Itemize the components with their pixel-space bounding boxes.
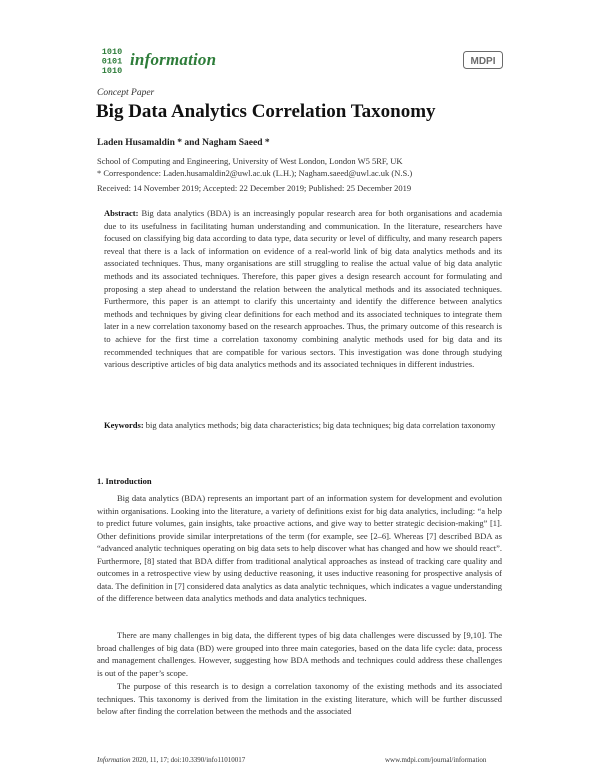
correspondence: * Correspondence: Laden.husamaldin2@uwl.ac.uk (L.H.); Nagham.saeed@uwl.ac.uk (N.S.)	[97, 168, 413, 178]
footer-url-link[interactable]: www.mdpi.com/journal/information	[385, 756, 487, 764]
abstract	[104, 207, 502, 371]
footer-citation	[97, 756, 245, 764]
footer-doi: 2020, 11, 17; doi:10.3390/info11010017	[130, 756, 246, 764]
keywords	[104, 419, 502, 432]
body-paragraph: The purpose of this research is to design a correlation taxonomy of the existing methods and its associated techniques. This taxonomy is derived from the limitation in the existing literature, which will be further discussed below after finding the correlation between the methods and the associated	[97, 681, 502, 716]
section-heading-introduction: 1. Introduction	[97, 476, 152, 486]
journal-logo-icon	[97, 45, 127, 75]
logo-row-1: 1010	[101, 47, 123, 57]
journal-name: information	[130, 50, 217, 69]
mdpi-logo-icon[interactable]	[463, 51, 503, 69]
author-list: Laden Husamaldin * and Nagham Saeed *	[97, 138, 270, 148]
body-paragraph: Big data analytics (BDA) represents an important part of an information system for development and evolution within organisations. Looking into the literature, a variety of definitions exist for big data analytics, including: “a help to predict future volumes, gain insights, take proactive actions, and give way to better strategic decision-making” [1]. Other definitions provide similar interpretations of the term (for example, see [2–6]. Whereas [7] described BDA as “advanced analytic techniques operating on big data sets to help discover what has changed and how we should react”. Furthermore, [8] stated that BDA differ from traditional analytical approaches as instead of tracking care quality and outcomes in a retrospective view by using deductive reasoning, it uses inductive reasoning for prospective analysis of data. The definition in [7] considered data analytics as data analytic techniques, which indicates a vague understanding of the difference between data analytics methods and data analytics techniques.	[97, 493, 502, 603]
abstract-label: Abstract:	[104, 208, 139, 218]
logo-row-3: 1010	[101, 66, 123, 75]
footer-journal: Information	[97, 756, 131, 764]
affiliation: School of Computing and Engineering, University of West London, London W5 5RF, UK	[97, 156, 403, 166]
body-paragraph: There are many challenges in big data, the different types of big data challenges were discussed by [9,10]. The broad challenges of big data (BD) were grouped into three main categories, based on the data life cycle: data, process and management challenges. However, suggesting how BDA methods and techniques could address these challenges is out of the paper’s scope.	[97, 630, 502, 678]
paper-title: Big Data Analytics Correlation Taxonomy	[96, 101, 436, 122]
logo-row-2: 0101	[101, 56, 123, 67]
article-type: Concept Paper	[97, 88, 155, 98]
keywords-text: big data analytics methods; big data characteristics; big data techniques; big data correlation taxonomy	[145, 420, 496, 430]
keywords-label: Keywords:	[104, 420, 144, 430]
publication-dates: Received: 14 November 2019; Accepted: 22 December 2019; Published: 25 December 2019	[97, 183, 412, 193]
mdpi-logo-text: MDPI	[470, 56, 496, 67]
abstract-text: Big data analytics (BDA) is an increasingly popular research area for both organisations and academia due to its usefulness in facilitating human understanding and communication. In the literature, researchers have focused on classifying big data according to data type, data security or level of difficulty, and many research papers reveal that there is a lack of information on evidence of a real-world link of big data analytics methods and its associated techniques. Thus, many organisations are still struggling to realise the actual value of big data analytic methods and its associated techniques. Therefore, this paper gives a design research account for formulating and proposing a step ahead to understand the relation between the analytical methods and its associated techniques. Furthermore, this paper is an attempt to clarify this uncertainty and identify the difference between analytics methods and techniques by giving clear definitions for each method and its associated techniques to integrate them later in a new correlation taxonomy based on the research approaches. Thus, the primary outcome of this research is to achieve for the first time a correlation taxonomy combining analytic methods used for big data and its recommended techniques that are compatible for various sectors. This investigation was done through studying various descriptive articles of big data analytics methods and its associated techniques in different industries.	[104, 208, 503, 370]
